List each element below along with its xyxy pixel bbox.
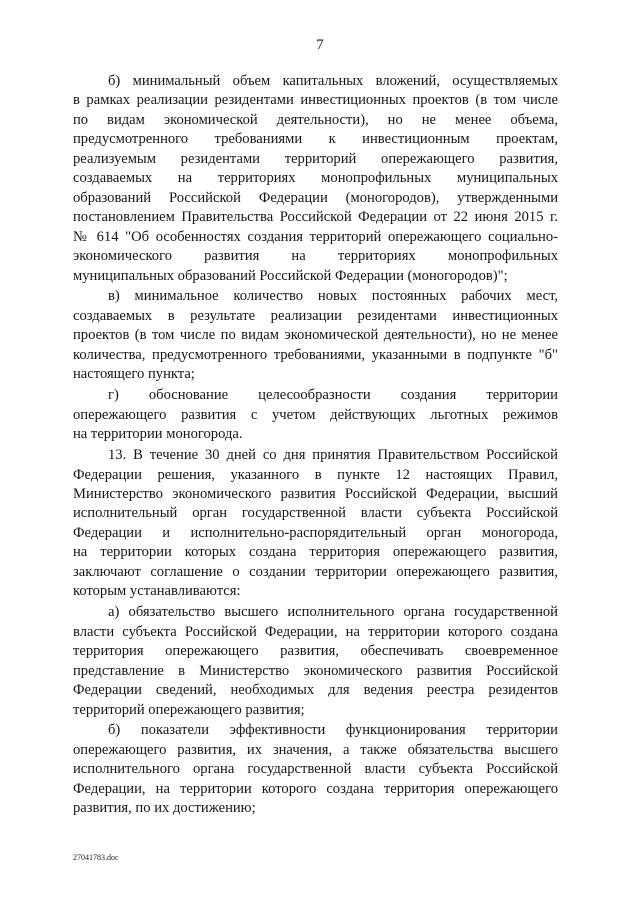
text-line: создаваемых на территориях монопрофильных муниципальных: [73, 170, 558, 187]
text-line: заключают соглашение о создании территории опережающего развития,: [73, 563, 558, 580]
text-line: г) обоснование целесообразности создания территории: [108, 387, 558, 404]
page-number: 7: [316, 37, 324, 53]
text-line: создаваемых в результате реализации резидентами инвестиционных: [73, 307, 558, 324]
text-line: развития, по их достижению;: [73, 800, 256, 817]
text-line: предусмотренного требованиями к инвестиционным проектам,: [73, 131, 558, 148]
text-line: Федерации, на территории которого создана территория опережающего: [73, 780, 558, 797]
text-line: постановлением Правительства Российской Федерации от 22 июня 2015 г.: [73, 209, 558, 226]
text-line: образований Российской Федерации (моногородов), утвержденными: [73, 189, 558, 206]
text-line: 13. В течение 30 дней со дня принятия Правительством Российской: [108, 447, 558, 464]
text-line: Министерство экономического развития Российской Федерации, высший: [73, 486, 558, 503]
text-line: Федерации и исполнительно-распорядительный орган моногорода,: [73, 524, 558, 541]
text-line: на территории которых создана территория опережающего развития,: [73, 544, 558, 561]
text-line: настоящего пункта;: [73, 366, 195, 383]
text-line: территория опережающего развития, обеспечивать своевременное: [73, 643, 558, 660]
document-body: [73, 72, 558, 820]
text-line: проектов (в том числе по видам экономической деятельности), но не менее: [73, 327, 558, 344]
clause-b-indicators: [73, 721, 558, 818]
text-line: опережающего развития с учетом действующих льготных режимов: [73, 406, 558, 423]
text-line: № 614 "Об особенностях создания территорий опережающего социально-: [73, 228, 558, 245]
item-13-agreement: [73, 446, 558, 602]
text-line: экономического развития на территориях монопрофильных: [73, 248, 558, 265]
text-line: муниципальных образований Российской Федерации (моногородов)";: [73, 267, 508, 284]
text-line: на территории моногорода.: [73, 426, 243, 443]
text-line: Федерации сведений, необходимых для ведения реестра резидентов: [73, 682, 558, 699]
document-file-code: 27041783.doc: [73, 853, 119, 862]
clause-a-obligation: [73, 603, 558, 720]
text-line: опережающего развития, их значения, а также обязательства высшего: [73, 741, 558, 758]
text-line: а) обязательство высшего исполнительного органа государственной: [108, 604, 558, 621]
text-line: б) показатели эффективности функционирования территории: [108, 722, 558, 739]
clause-b-min-investment: [73, 72, 558, 286]
text-line: по видам экономической деятельности), но не менее объема,: [73, 111, 558, 128]
text-line: представление в Министерство экономического развития Российской: [73, 662, 558, 679]
text-line: власти субъекта Российской Федерации, на территории которого создана: [73, 623, 558, 640]
text-line: которым устанавливаются:: [73, 583, 241, 600]
text-line: исполнительный орган государственной власти субъекта Российской: [73, 505, 558, 522]
clause-g-justification: [73, 386, 558, 444]
text-line: количества, предусмотренного требованиями, указанными в подпункте "б": [73, 346, 558, 363]
clause-v-min-jobs: [73, 287, 558, 384]
text-line: в рамках реализации резидентами инвестиционных проектов (в том числе: [73, 92, 558, 109]
text-line: территорий опережающего развития;: [73, 701, 305, 718]
text-line: реализуемым резидентами территорий опережающего развития,: [73, 150, 558, 167]
text-line: б) минимальный объем капитальных вложений, осуществляемых: [108, 73, 558, 89]
text-line: исполнительного органа государственной власти субъекта Российской: [73, 761, 558, 778]
text-line: в) минимальное количество новых постоянных рабочих мест,: [108, 288, 558, 305]
text-line: Федерации решения, указанного в пункте 12 настоящих Правил,: [73, 466, 558, 483]
